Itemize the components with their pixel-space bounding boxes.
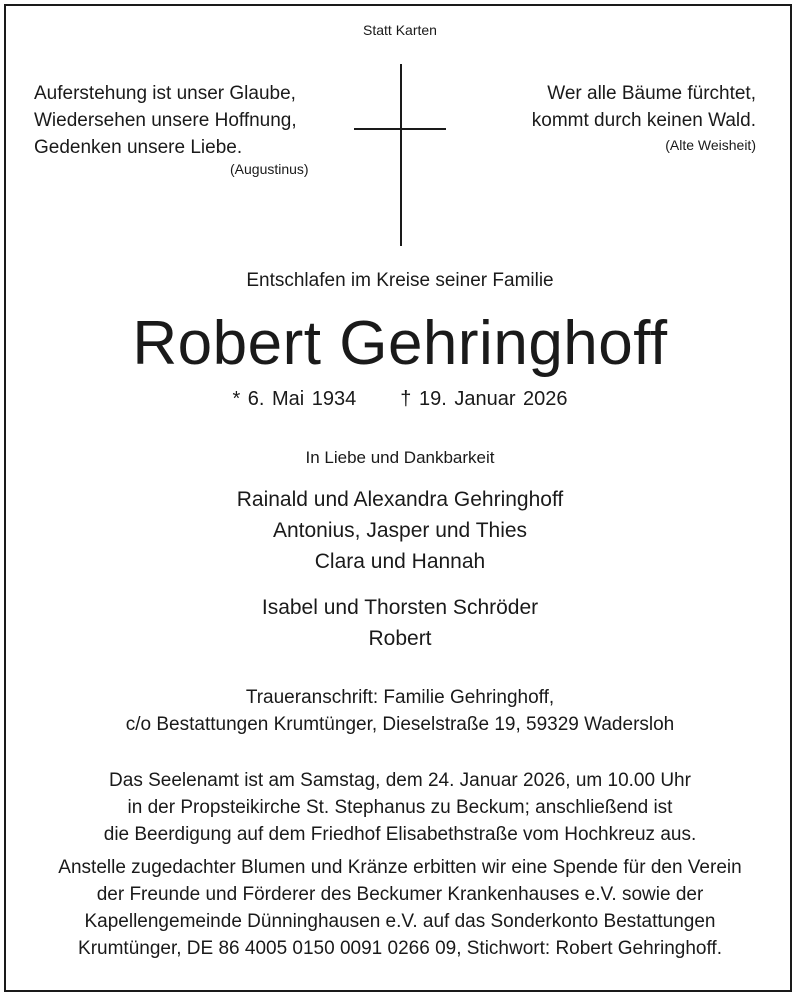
deceased-name: Robert Gehringhoff (132, 309, 668, 378)
birth-date: * 6. Mai 1934 (232, 388, 357, 410)
header-text: Statt Karten (363, 22, 437, 38)
death-date: † 19. Januar 2026 (400, 388, 568, 410)
family-line: Robert (368, 627, 432, 650)
service-info (0, 767, 800, 848)
quote-right-line: Wer alle Bäume fürchtet, (547, 83, 756, 104)
service-line: Das Seelenamt ist am Samstag, dem 24. Januar 2026, um 10.00 Uhr (109, 770, 691, 791)
mourning-address (0, 684, 800, 738)
life-dates (0, 388, 800, 411)
address-line: Traueranschrift: Familie Gehringhoff, (245, 687, 555, 708)
intro-line: Entschlafen im Kreise seiner Familie (246, 270, 554, 291)
cross-icon-bar (354, 128, 446, 130)
family-line: Isabel und Thorsten Schröder (261, 596, 539, 619)
quote-left-line: Wiedersehen unsere Hoffnung, (34, 110, 297, 131)
quote-right (532, 80, 756, 134)
donation-line: Anstelle zugedachter Blumen und Kränze erbitten wir eine Spende für den Verein (58, 857, 742, 878)
donation-line: Krumtünger, DE 86 4005 0150 0091 0266 09, Stichwort: Robert Gehringhoff. (78, 938, 722, 959)
service-line: die Beerdigung auf dem Friedhof Elisabethstraße vom Hochkreuz aus. (103, 824, 697, 845)
donation-line: der Freunde und Förderer des Beckumer Krankenhauses e.V. sowie der (96, 884, 704, 905)
family-group-1 (0, 484, 800, 577)
family-line: Rainald und Alexandra Gehringhoff (236, 488, 564, 511)
service-line: in der Propsteikirche St. Stephanus zu Beckum; anschließend ist (127, 797, 673, 818)
quote-right-author: (Alte Weisheit) (665, 137, 756, 153)
donation-info (0, 854, 800, 962)
family-group-2 (0, 592, 800, 654)
quote-left-line: Gedenken unsere Liebe. (34, 137, 243, 158)
address-line: c/o Bestattungen Krumtünger, Dieselstraße 19, 59329 Wadersloh (125, 714, 675, 735)
quote-right-line: kommt durch keinen Wald. (531, 110, 756, 131)
quote-left (34, 80, 297, 161)
cross-icon (400, 64, 402, 246)
donation-line: Kapellengemeinde Dünninghausen e.V. auf das Sonderkonto Bestattungen (84, 911, 716, 932)
quote-left-author: (Augustinus) (230, 161, 309, 177)
quote-left-line: Auferstehung ist unser Glaube, (34, 83, 296, 104)
family-line: Clara und Hannah (314, 550, 486, 573)
love-line: In Liebe und Dankbarkeit (305, 448, 495, 467)
family-line: Antonius, Jasper und Thies (272, 519, 528, 542)
